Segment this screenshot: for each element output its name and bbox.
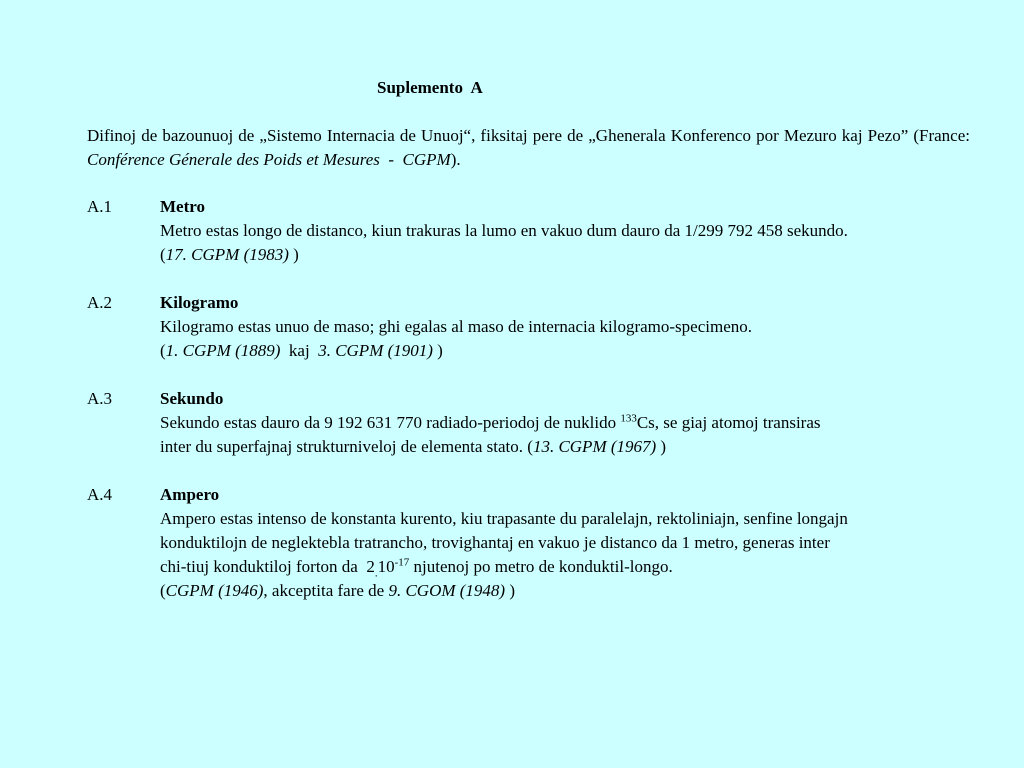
section-text-line-2 [160,435,970,459]
isotope-mass-number: 133 [620,412,637,425]
reference-citation-a: 1. CGPM (1889) [165,341,281,360]
section-text: Kilogramo estas unuo de maso; ghi egalas al maso de internacia kilogramo-specimeno. [160,317,752,336]
section-text: Metro estas longo de distanco, kiun trakuras la lumo en vakuo dum dauro da 1/299 792 458 sekundo. [160,221,848,240]
section-reference [160,243,970,267]
section-text-line-1 [160,411,970,435]
section-heading: Ampero [160,485,220,504]
reference-text: , akceptita fare de [263,581,389,600]
text-fragment: Cs, se giaj atomoj transiras [636,413,821,432]
section-text-line-2: konduktilojn de neglektebla tratrancho, trovighantaj en vakuo je distanco da 1 metro, generas inter [160,533,830,552]
section-a3 [87,387,970,459]
text-fragment: inter du superfajnaj strukturniveloj de elementa stato. ( [160,437,533,456]
text-fragment: Sekundo estas dauro da 9 192 631 770 radiado-periodoj de nuklido [160,413,621,432]
section-number: A.1 [87,197,113,216]
paren-close: ) [288,245,299,264]
paren-close: ) [505,581,516,600]
reference-conjunction: kaj [280,341,319,360]
intro-end: ). [450,150,461,169]
paren-close: ) [432,341,443,360]
section-heading: Kilogramo [160,293,239,312]
section-a2 [87,291,970,363]
reference-citation: 13. CGPM (1967) [532,437,657,456]
reference-citation-b: 9. CGOM (1948) [388,581,506,600]
section-a1 [87,195,970,267]
section-a4 [87,483,970,603]
reference-citation: 17. CGPM (1983) [165,245,289,264]
text-fragment: 10 [377,557,395,576]
reference-citation-a: CGPM (1946) [165,581,264,600]
reference-citation-b: 3. CGPM (1901) [318,341,433,360]
section-text-line-1: Ampero estas intenso de konstanta kurento, kiu trapasante du paralelajn, rektoliniajn, senfine longajn [160,509,848,528]
section-number: A.3 [87,389,113,408]
section-heading: Sekundo [160,389,224,408]
intro-french-name: Conférence Génerale des Poids et Mesures [87,150,380,169]
section-number: A.4 [87,485,113,504]
text-fragment: chi-tiuj konduktiloj forton da 2 [160,557,375,576]
paren-open: ( [160,341,166,360]
intro-separator: - [379,150,403,169]
page-title: Suplemento A [377,78,483,97]
section-reference [160,579,970,603]
paren-open: ( [160,245,166,264]
section-number: A.2 [87,293,113,312]
multiplication-dot: . [374,567,378,580]
intro-paragraph [87,124,970,172]
exponent: -17 [394,556,410,569]
section-text-line-3 [160,555,970,579]
paren-open: ( [160,581,166,600]
section-heading: Metro [160,197,205,216]
intro-abbreviation: CGPM [402,150,451,169]
text-fragment: njutenoj po metro de konduktil-longo. [409,557,673,576]
intro-text: Difinoj de bazounuoj de „Sistemo Internacia de Unuoj“, fiksitaj pere de „Ghenerala Konferenco por Mezuro kaj Pezo” (France: [87,126,970,145]
paren-close: ) [656,437,667,456]
section-reference [160,339,970,363]
